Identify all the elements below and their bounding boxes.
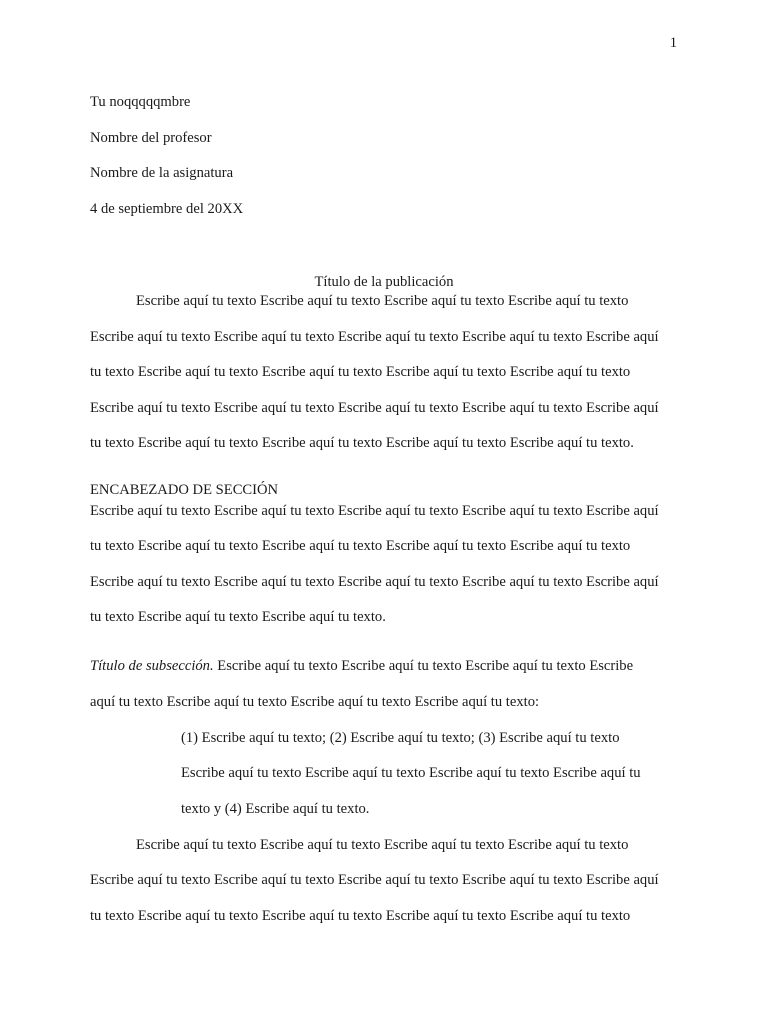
intro-line: tu texto Escribe aquí tu texto Escribe aquí tu texto Escribe aquí tu texto Escribe aquí tu texto [90, 364, 631, 380]
section-heading: ENCABEZADO DE SECCIÓN [90, 482, 279, 498]
final-line: Escribe aquí tu texto Escribe aquí tu texto Escribe aquí tu texto Escribe aquí tu texto [136, 837, 629, 853]
paper-title: Título de la publicación [314, 274, 454, 290]
subsection-first-line [90, 656, 633, 676]
final-line: Escribe aquí tu texto Escribe aquí tu texto Escribe aquí tu texto Escribe aquí tu texto Escribe aquí [90, 872, 659, 888]
course-name: Nombre de la asignatura [90, 165, 234, 181]
intro-line: Escribe aquí tu texto Escribe aquí tu texto Escribe aquí tu texto Escribe aquí tu texto Escribe aquí [90, 400, 659, 416]
section-line: Escribe aquí tu texto Escribe aquí tu texto Escribe aquí tu texto Escribe aquí tu texto Escribe aquí [90, 503, 659, 519]
list-block-line: (1) Escribe aquí tu texto; (2) Escribe aquí tu texto; (3) Escribe aquí tu texto [181, 730, 620, 746]
final-line: tu texto Escribe aquí tu texto Escribe aquí tu texto Escribe aquí tu texto Escribe aquí tu texto [90, 908, 631, 924]
student-name: Tu noqqqqqmbre [90, 94, 191, 110]
list-block-line: Escribe aquí tu texto Escribe aquí tu texto Escribe aquí tu texto Escribe aquí tu [181, 765, 641, 781]
subsection-line: aquí tu texto Escribe aquí tu texto Escribe aquí tu texto Escribe aquí tu texto: [90, 694, 540, 710]
page-number: 1 [669, 35, 677, 51]
section-line: Escribe aquí tu texto Escribe aquí tu texto Escribe aquí tu texto Escribe aquí tu texto Escribe aquí [90, 574, 659, 590]
section-line: tu texto Escribe aquí tu texto Escribe aquí tu texto Escribe aquí tu texto Escribe aquí tu texto [90, 538, 631, 554]
list-block-line: texto y (4) Escribe aquí tu texto. [181, 801, 370, 817]
intro-line: Escribe aquí tu texto Escribe aquí tu texto Escribe aquí tu texto Escribe aquí tu texto [136, 293, 629, 309]
subsection-title: Título de subsección. [90, 658, 214, 674]
intro-line: Escribe aquí tu texto Escribe aquí tu texto Escribe aquí tu texto Escribe aquí tu texto Escribe aquí [90, 329, 659, 345]
subsection-text: Escribe aquí tu texto Escribe aquí tu texto Escribe aquí tu texto Escribe [213, 658, 634, 674]
section-line: tu texto Escribe aquí tu texto Escribe aquí tu texto. [90, 609, 386, 625]
student-header [90, 92, 243, 234]
document-date: 4 de septiembre del 20XX [90, 200, 244, 217]
professor-name: Nombre del profesor [90, 129, 212, 146]
intro-line: tu texto Escribe aquí tu texto Escribe aquí tu texto Escribe aquí tu texto Escribe aquí tu texto. [90, 435, 634, 451]
